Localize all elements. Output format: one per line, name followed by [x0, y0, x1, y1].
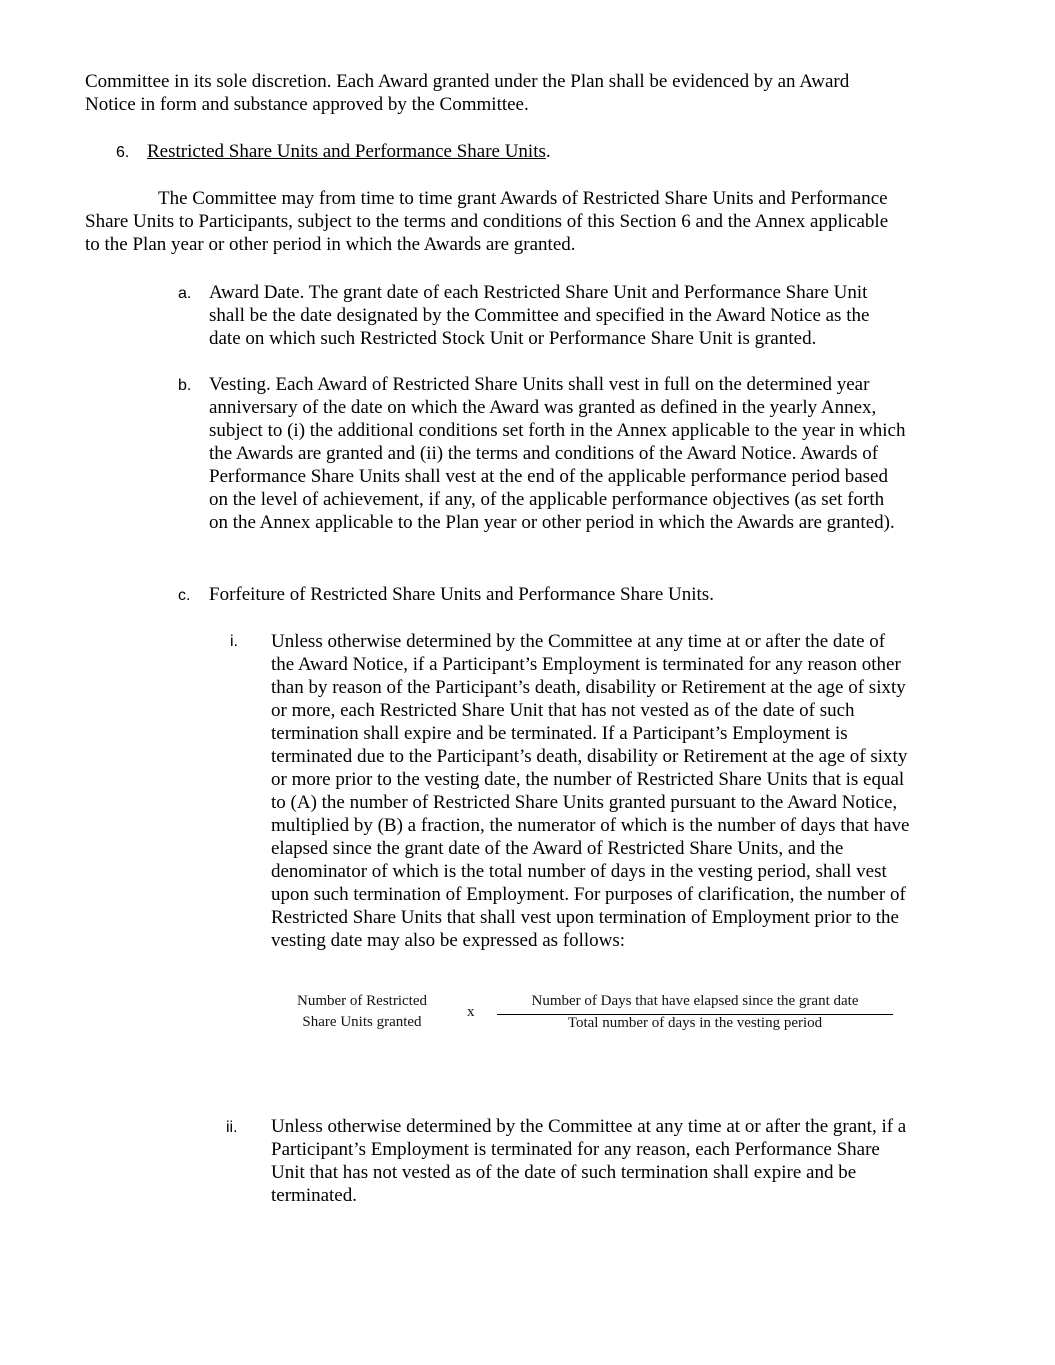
item-c-marker: c. — [178, 587, 191, 604]
section-6-number: 6. — [116, 144, 130, 161]
section-6-heading-line — [147, 140, 551, 163]
formula-left-line-1: Number of Restricted — [297, 993, 427, 1009]
formula-left-term — [284, 991, 440, 1033]
item-c-i-paragraph: Unless otherwise determined by the Committee at any time at or after the date of the Award Notice, if a Participant’s Employment is terminated for any reason other than by reason of the Participant’s death, disability or Retirement at the age of sixty or more, each Restricted Share Unit that has not vested as of the date of such termination shall expire and be terminated. If a Participant’s Employment is terminated due to the Participant’s death, disability or Retirement at the age of sixty or more prior to the vesting date, the number of Restricted Share Units that is equal to (A) the number of Restricted Share Units granted pursuant to the Award Notice, multiplied by (B) a fraction, the numerator of which is the number of days that have elapsed since the grant date of the Award of Restricted Share Units, and the denominator of which is the total number of days in the vesting period, shall vest upon such termination of Employment. For purposes of clarification, the number of Restricted Share Units that shall vest upon termination of Employment prior to the vesting date may also be expressed as follows: — [271, 631, 910, 951]
formula-left-line-2: Share Units granted — [302, 1014, 422, 1030]
formula-denominator: Total number of days in the vesting period — [567, 1015, 823, 1031]
section-6-heading: Restricted Share Units and Performance Share Units — [147, 141, 546, 162]
item-c-heading: Forfeiture of Restricted Share Units and Performance Share Units. — [209, 584, 714, 605]
item-b-marker: b. — [178, 377, 192, 394]
item-b-paragraph: Vesting. Each Award of Restricted Share Units shall vest in full on the determined year anniversary of the date on which the Award was granted as defined in the yearly Annex, subject to (i) the additional conditions set forth in the Annex applicable to the year in which the Awards are granted and (ii) the terms and conditions of the Award Notice. Awards of Performance Share Units shall vest at the end of the applicable performance period based on the level of achievement, if any, of the applicable performance objectives (as set forth on the Annex applicable to the Plan year or other period in which the Awards are granted). — [209, 374, 906, 533]
item-a-paragraph: Award Date. The grant date of each Restricted Share Unit and Performance Share Unit shall be the date designated by the Committee and specified in the Award Notice as the date on which such Restricted Stock Unit or Performance Share Unit is granted. — [209, 282, 870, 349]
item-c-i-marker: i. — [230, 633, 238, 650]
section-6-intro-paragraph: The Committee may from time to time grant Awards of Restricted Share Units and Performance Share Units to Participants, subject to the terms and conditions of this Section 6 and the Annex applicable to the Plan year or other period in which the Awards are granted. — [85, 188, 889, 255]
section-6-heading-period: . — [545, 141, 551, 162]
formula-numerator: Number of Days that have elapsed since the grant date — [531, 993, 859, 1009]
item-a-marker: a. — [178, 285, 192, 302]
item-c-ii-paragraph: Unless otherwise determined by the Committee at any time at or after the grant, if a Participant’s Employment is terminated for any reason, each Performance Share Unit that has not vested as of the date of such termination shall expire and be terminated. — [271, 1116, 907, 1206]
item-c-ii-marker: ii. — [226, 1119, 238, 1136]
formula-operator: x — [467, 1004, 475, 1020]
intro-paragraph: Committee in its sole discretion. Each Award granted under the Plan shall be evidenced by an Award Notice in form and substance approved by the Committee. — [85, 71, 850, 115]
